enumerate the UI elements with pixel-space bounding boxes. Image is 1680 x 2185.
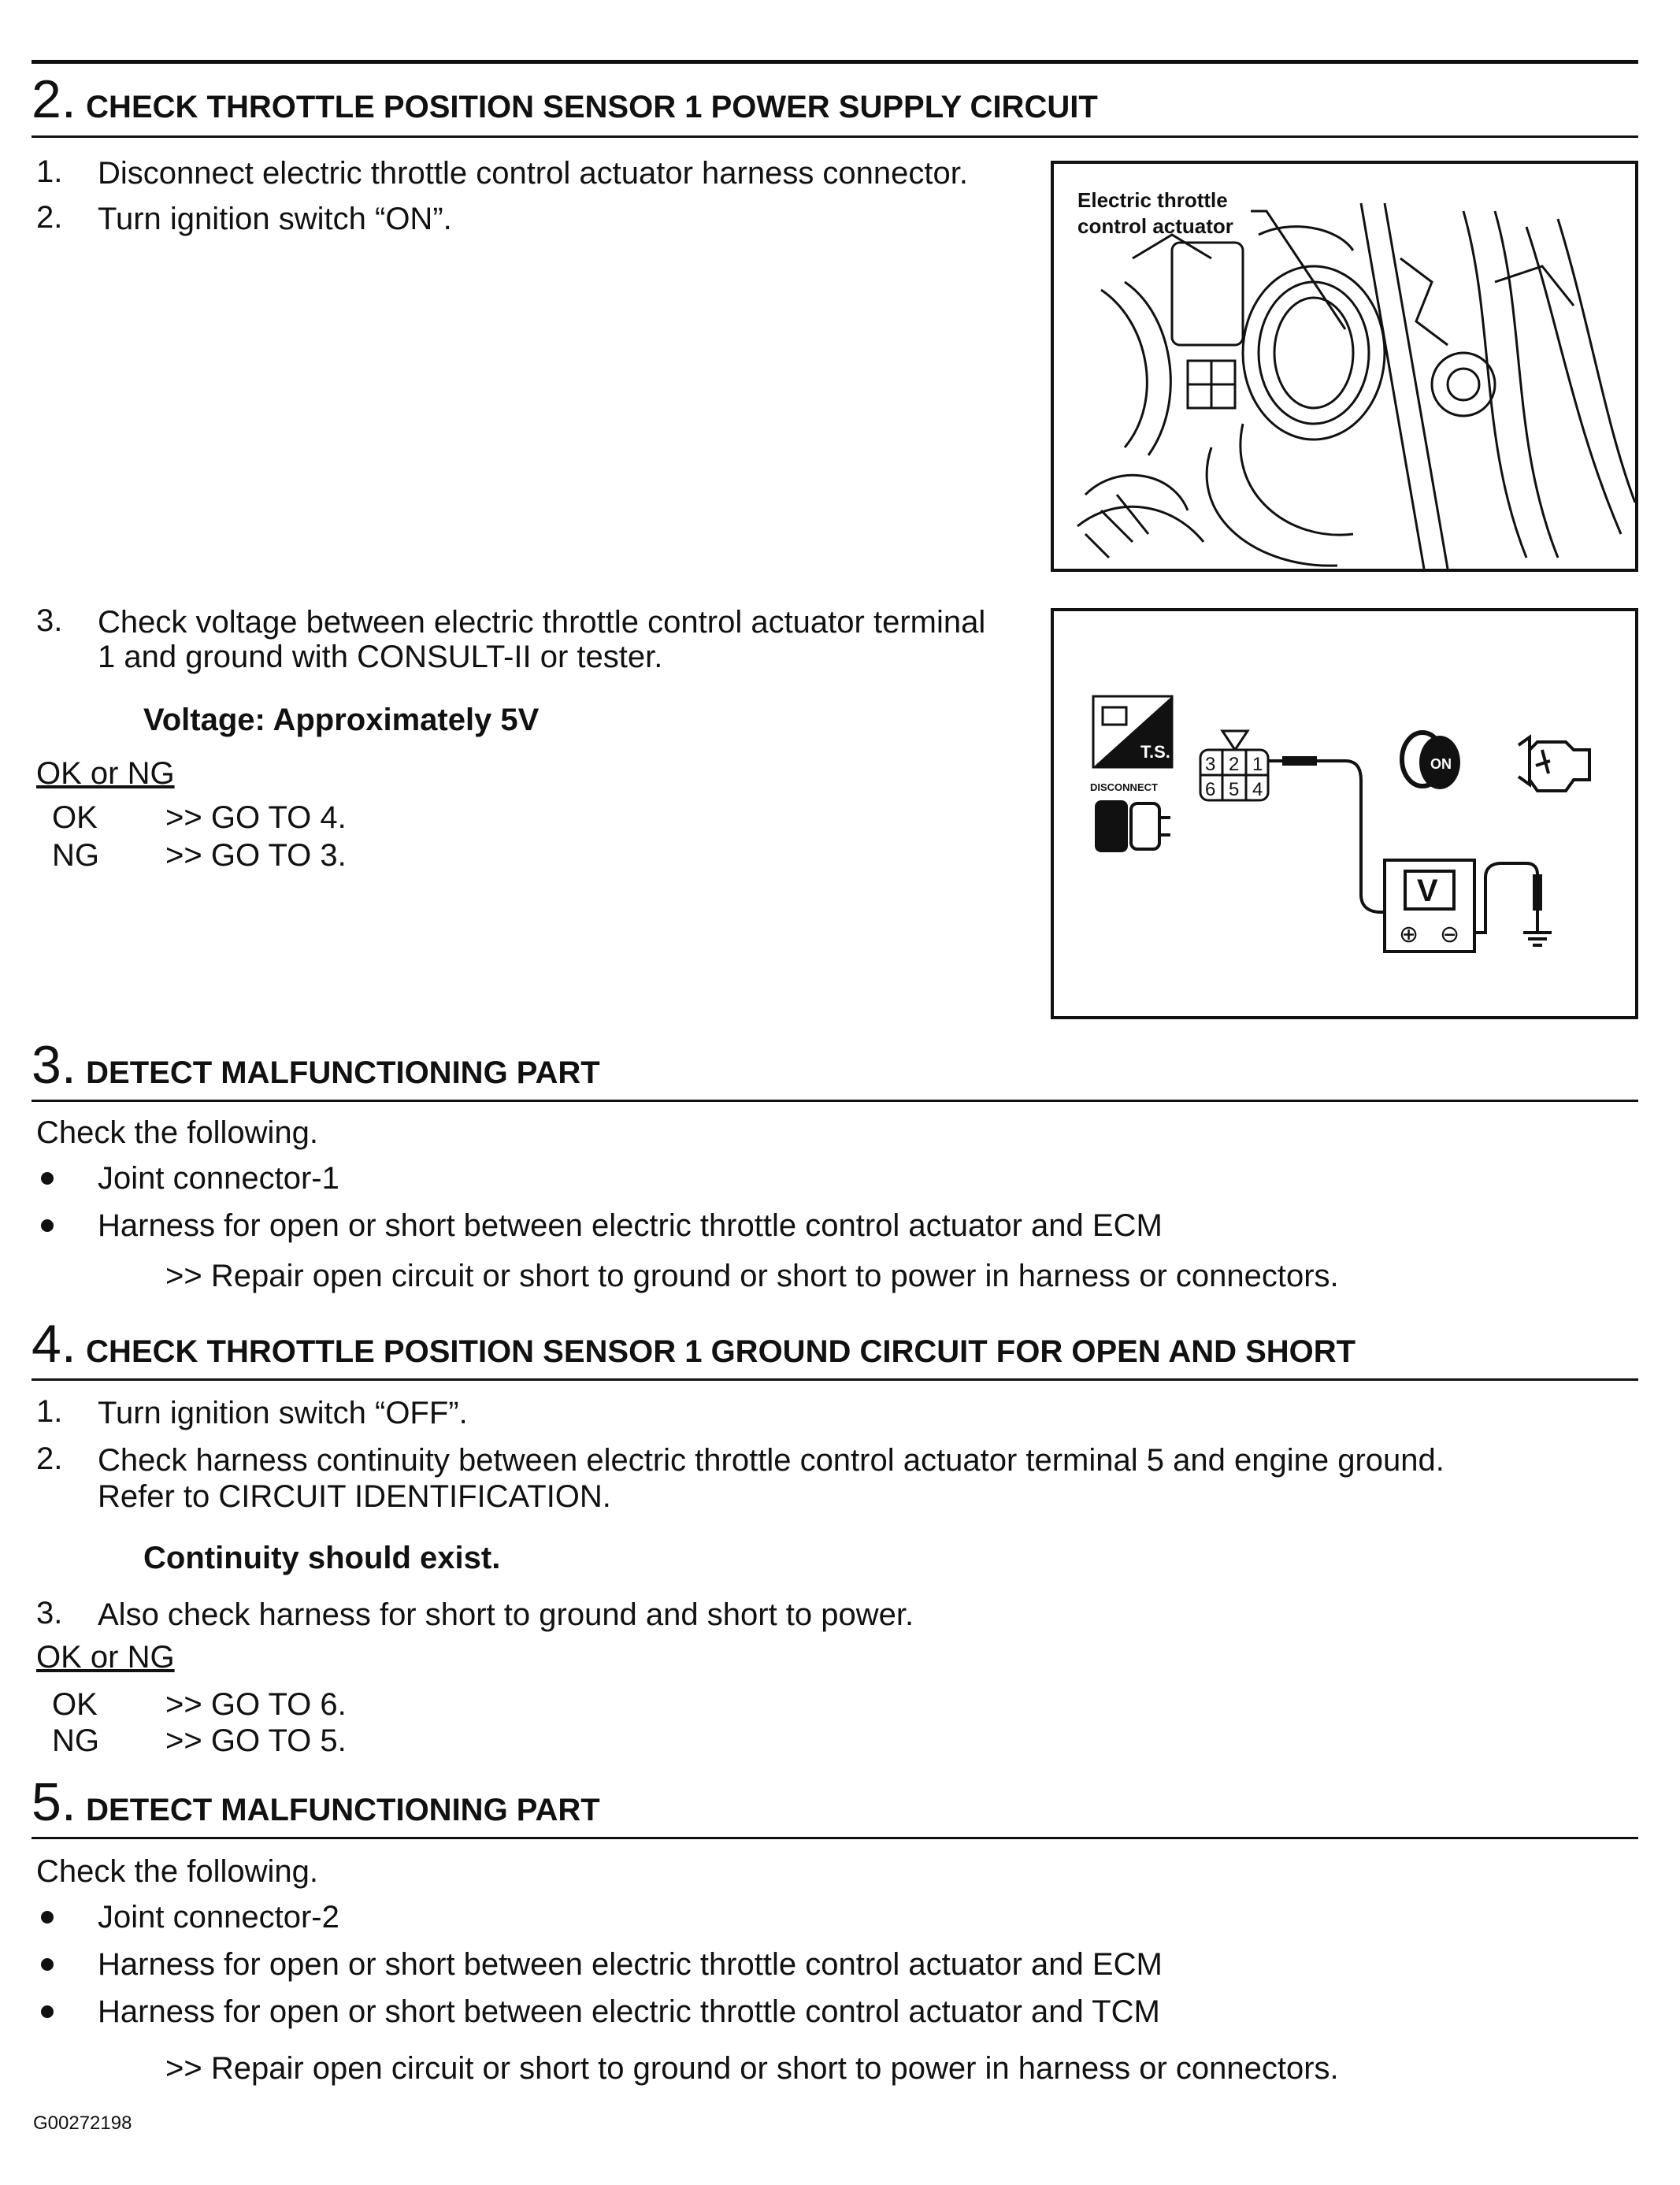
engine-bay-figure — [1051, 161, 1638, 572]
s2-spec-voltage: Voltage: Approximately 5V — [143, 703, 540, 737]
section-4-heading — [32, 1314, 1356, 1374]
s2-step-3-num: 3. — [36, 603, 63, 638]
s5-action: >> Repair open circuit or short to ground or short to power in harness or connectors. — [165, 2051, 1339, 2086]
negative-probe-lead — [1474, 863, 1552, 945]
s2-ok-label: OK — [52, 800, 98, 835]
voltmeter-negative-terminal: ⊖ — [1440, 921, 1460, 948]
section-3-heading — [32, 1035, 600, 1095]
section-2-top-rule — [32, 60, 1638, 64]
s4-ok-label: OK — [52, 1687, 98, 1722]
s4-spec-continuity: Continuity should exist. — [143, 1541, 501, 1575]
section-4-number: 4. — [32, 1314, 76, 1374]
s5-bullet-3-text: Harness for open or short between electric throttle control actuator and TCM — [98, 1994, 1160, 2029]
s2-step-1-num: 1. — [36, 154, 63, 189]
s4-step-3-text: Also check harness for short to ground and short to power. — [98, 1597, 914, 1632]
section-2-bottom-rule — [32, 135, 1638, 138]
s4-ng-action: >> GO TO 5. — [165, 1723, 347, 1758]
ts-icon-label: T.S. — [1140, 742, 1170, 762]
figure-1-label-line-1: Electric throttle — [1077, 188, 1228, 212]
s4-step-3-num: 3. — [36, 1596, 63, 1630]
section-5-number: 5. — [32, 1772, 76, 1832]
engine-icon — [1519, 737, 1589, 791]
s2-step-2-num: 2. — [36, 200, 63, 235]
s3-bullet-1-text: Joint connector-1 — [98, 1161, 339, 1196]
voltage-check-figure — [1051, 608, 1638, 1019]
s3-bullet-1-dot — [41, 1172, 54, 1185]
s3-action: >> Repair open circuit or short to ground or short to power in harness or connectors. — [165, 1259, 1339, 1293]
s5-bullet-3-dot — [41, 2005, 54, 2018]
section-3-rule — [32, 1100, 1638, 1102]
pin-5: 5 — [1229, 779, 1240, 800]
section-2-heading — [32, 69, 1098, 129]
voltmeter-positive-terminal: ⊕ — [1399, 921, 1419, 948]
s2-ok-or-ng: OK or NG — [36, 756, 175, 791]
s4-step-1-text: Turn ignition switch “OFF”. — [98, 1396, 468, 1430]
ts-icon — [1093, 696, 1172, 767]
s2-step-1-text: Disconnect electric throttle control actuator harness connector. — [98, 156, 968, 191]
s4-step-1-num: 1. — [36, 1394, 63, 1429]
s2-step-3-text: Check voltage between electric throttle control actuator terminal — [98, 605, 986, 640]
s2-ok-action: >> GO TO 4. — [165, 800, 347, 835]
s3-intro: Check the following. — [36, 1115, 318, 1150]
ignition-on-icon — [1402, 733, 1460, 789]
pin-6: 6 — [1205, 779, 1216, 800]
footer-image-code: G00272198 — [33, 2113, 132, 2134]
section-2-number: 2. — [32, 69, 76, 129]
s2-step-3-text-cont: 1 and ground with CONSULT-II or tester. — [98, 640, 663, 674]
section-4-title: CHECK THROTTLE POSITION SENSOR 1 GROUND CIRCUIT FOR OPEN AND SHORT — [86, 1334, 1356, 1369]
section-2-title: CHECK THROTTLE POSITION SENSOR 1 POWER SUPPLY CIRCUIT — [86, 90, 1098, 124]
section-4-rule — [32, 1378, 1638, 1381]
s4-step-2-text: Check harness continuity between electric throttle control actuator terminal 5 and engine ground. — [98, 1443, 1445, 1478]
s5-bullet-1-text: Joint connector-2 — [98, 1900, 339, 1935]
voltmeter-label: V — [1417, 874, 1438, 908]
voltage-check-diagram — [1054, 611, 1635, 1016]
s4-step-2-text-cont: Refer to CIRCUIT IDENTIFICATION. — [98, 1479, 611, 1514]
pin-3: 3 — [1205, 754, 1216, 775]
section-5-heading — [32, 1772, 600, 1832]
section-3-number: 3. — [32, 1035, 76, 1095]
s3-bullet-2-dot — [41, 1219, 54, 1232]
s5-bullet-2-text: Harness for open or short between electric throttle control actuator and ECM — [98, 1947, 1163, 1982]
pin-2: 2 — [1229, 754, 1240, 775]
figure-1-label-line-2: control actuator — [1077, 213, 1233, 238]
harness-connector — [1200, 731, 1268, 800]
disconnect-label: DISCONNECT — [1090, 781, 1158, 793]
section-3-title: DETECT MALFUNCTIONING PART — [86, 1055, 600, 1090]
s5-bullet-2-dot — [41, 1958, 54, 1971]
s5-intro: Check the following. — [36, 1854, 318, 1889]
s5-bullet-1-dot — [41, 1911, 54, 1923]
ignition-on-label: ON — [1430, 756, 1452, 772]
s2-ng-label: NG — [52, 838, 99, 873]
s4-ok-action: >> GO TO 6. — [165, 1687, 347, 1722]
s3-bullet-2-text: Harness for open or short between electric throttle control actuator and ECM — [98, 1208, 1163, 1243]
section-5-title: DETECT MALFUNCTIONING PART — [86, 1793, 600, 1827]
s4-ng-label: NG — [52, 1723, 99, 1758]
s4-step-2-num: 2. — [36, 1441, 63, 1476]
pin-1: 1 — [1252, 754, 1263, 775]
section-5-rule — [32, 1837, 1638, 1839]
s2-step-2-text: Turn ignition switch “ON”. — [98, 202, 452, 236]
s4-ok-or-ng: OK or NG — [36, 1640, 175, 1675]
s2-ng-action: >> GO TO 3. — [165, 838, 347, 873]
voltmeter — [1385, 860, 1474, 952]
disconnect-connector-icon — [1095, 800, 1170, 852]
engine-bay-drawing — [1054, 164, 1635, 569]
pin-4: 4 — [1252, 779, 1263, 800]
